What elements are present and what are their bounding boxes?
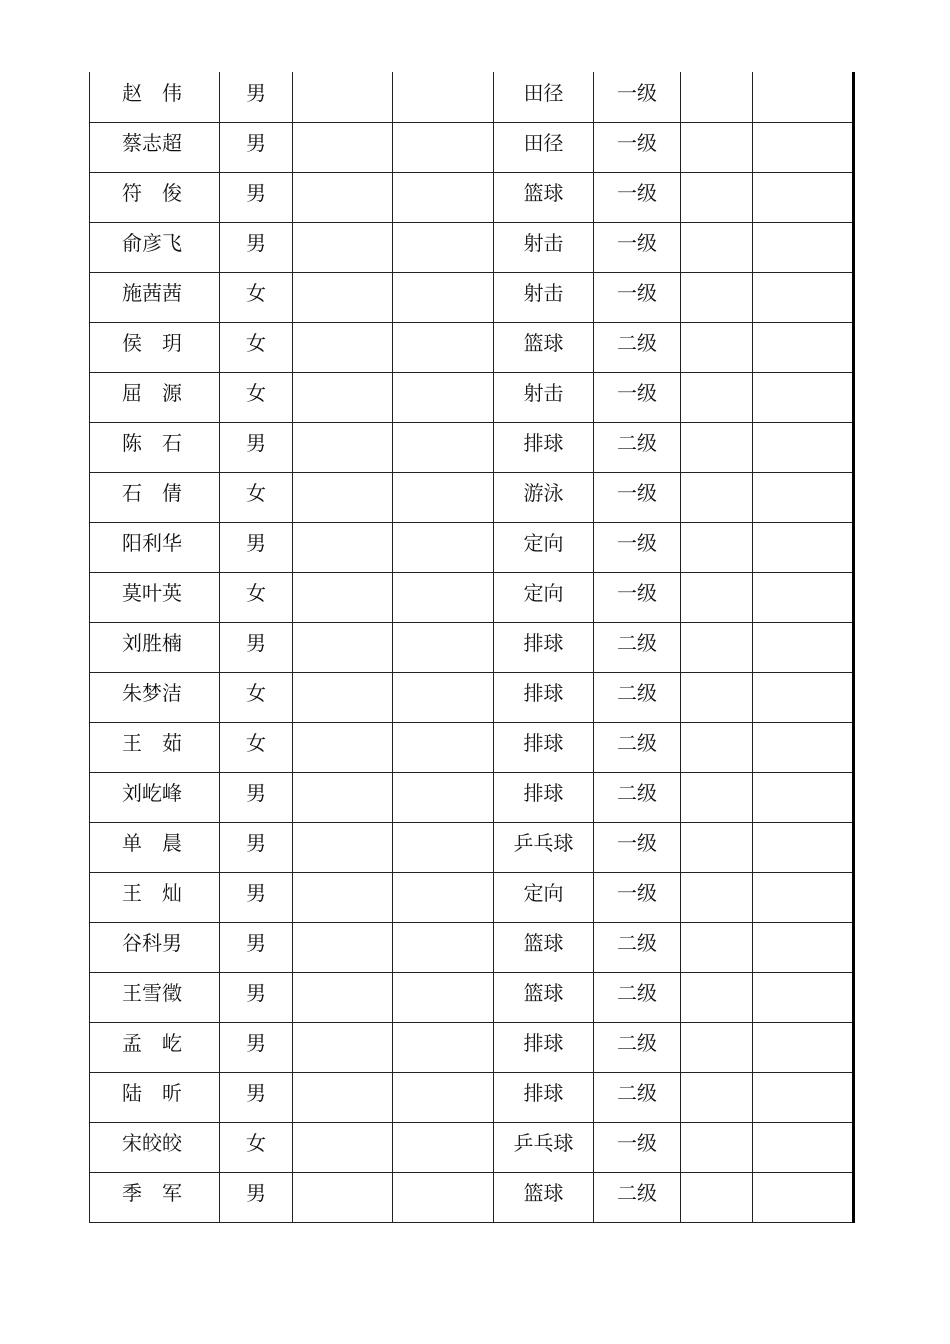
athlete-sport-cell: 排球 bbox=[494, 622, 594, 672]
blank-cell bbox=[393, 322, 494, 372]
blank-cell bbox=[681, 422, 753, 472]
athlete-name-cell: 符 俊 bbox=[90, 172, 220, 222]
blank-cell bbox=[681, 272, 753, 322]
athlete-gender-cell: 男 bbox=[220, 222, 293, 272]
blank-cell bbox=[753, 572, 854, 622]
table-row bbox=[90, 922, 854, 972]
blank-cell bbox=[681, 1022, 753, 1072]
athlete-gender-cell: 男 bbox=[220, 172, 293, 222]
blank-cell bbox=[393, 1122, 494, 1172]
blank-cell bbox=[681, 1172, 753, 1222]
blank-cell bbox=[681, 222, 753, 272]
blank-cell bbox=[393, 72, 494, 122]
athlete-level-cell: 二级 bbox=[594, 1072, 681, 1122]
table-row bbox=[90, 822, 854, 872]
athlete-sport-cell: 篮球 bbox=[494, 1172, 594, 1222]
blank-cell bbox=[753, 672, 854, 722]
blank-cell bbox=[293, 322, 393, 372]
athlete-name-cell: 莫叶英 bbox=[90, 572, 220, 622]
athlete-gender-cell: 男 bbox=[220, 1172, 293, 1222]
athlete-name-cell: 陆 昕 bbox=[90, 1072, 220, 1122]
athlete-name-cell: 俞彦飞 bbox=[90, 222, 220, 272]
blank-cell bbox=[293, 822, 393, 872]
athlete-level-cell: 二级 bbox=[594, 972, 681, 1022]
blank-cell bbox=[393, 822, 494, 872]
table-row bbox=[90, 572, 854, 622]
athlete-level-cell: 一级 bbox=[594, 172, 681, 222]
athlete-name-cell: 刘屹峰 bbox=[90, 772, 220, 822]
table-row bbox=[90, 1122, 854, 1172]
athlete-gender-cell: 女 bbox=[220, 272, 293, 322]
athlete-sport-cell: 排球 bbox=[494, 672, 594, 722]
athlete-gender-cell: 男 bbox=[220, 522, 293, 572]
athlete-name-cell: 施茜茜 bbox=[90, 272, 220, 322]
table-row bbox=[90, 372, 854, 422]
blank-cell bbox=[753, 322, 854, 372]
blank-cell bbox=[393, 522, 494, 572]
athlete-name-cell: 赵 伟 bbox=[90, 72, 220, 122]
athlete-gender-cell: 女 bbox=[220, 1122, 293, 1172]
blank-cell bbox=[293, 872, 393, 922]
blank-cell bbox=[753, 272, 854, 322]
blank-cell bbox=[393, 422, 494, 472]
blank-cell bbox=[293, 222, 393, 272]
blank-cell bbox=[293, 172, 393, 222]
athlete-level-cell: 二级 bbox=[594, 1172, 681, 1222]
athlete-gender-cell: 男 bbox=[220, 622, 293, 672]
athlete-level-cell: 一级 bbox=[594, 72, 681, 122]
table-row bbox=[90, 172, 854, 222]
blank-cell bbox=[753, 222, 854, 272]
blank-cell bbox=[293, 1022, 393, 1072]
table-row bbox=[90, 722, 854, 772]
table-row bbox=[90, 222, 854, 272]
blank-cell bbox=[681, 522, 753, 572]
blank-cell bbox=[293, 672, 393, 722]
athlete-gender-cell: 男 bbox=[220, 872, 293, 922]
blank-cell bbox=[753, 922, 854, 972]
blank-cell bbox=[753, 1172, 854, 1222]
blank-cell bbox=[681, 622, 753, 672]
athlete-level-cell: 一级 bbox=[594, 572, 681, 622]
athlete-sport-cell: 定向 bbox=[494, 872, 594, 922]
athlete-roster-table bbox=[89, 72, 855, 1223]
blank-cell bbox=[681, 922, 753, 972]
athlete-name-cell: 蔡志超 bbox=[90, 122, 220, 172]
athlete-name-cell: 刘胜楠 bbox=[90, 622, 220, 672]
athlete-gender-cell: 女 bbox=[220, 372, 293, 422]
athlete-level-cell: 二级 bbox=[594, 722, 681, 772]
blank-cell bbox=[681, 572, 753, 622]
athlete-gender-cell: 男 bbox=[220, 922, 293, 972]
blank-cell bbox=[293, 772, 393, 822]
blank-cell bbox=[393, 1072, 494, 1122]
athlete-roster-body bbox=[90, 72, 854, 1222]
blank-cell bbox=[393, 172, 494, 222]
blank-cell bbox=[293, 572, 393, 622]
athlete-sport-cell: 乒乓球 bbox=[494, 1122, 594, 1172]
table-row bbox=[90, 672, 854, 722]
table-row bbox=[90, 972, 854, 1022]
athlete-name-cell: 石 倩 bbox=[90, 472, 220, 522]
athlete-level-cell: 一级 bbox=[594, 822, 681, 872]
athlete-name-cell: 陈 石 bbox=[90, 422, 220, 472]
blank-cell bbox=[753, 372, 854, 422]
blank-cell bbox=[293, 272, 393, 322]
blank-cell bbox=[293, 722, 393, 772]
blank-cell bbox=[393, 122, 494, 172]
blank-cell bbox=[753, 1122, 854, 1172]
blank-cell bbox=[681, 372, 753, 422]
athlete-sport-cell: 篮球 bbox=[494, 922, 594, 972]
athlete-level-cell: 一级 bbox=[594, 272, 681, 322]
blank-cell bbox=[753, 72, 854, 122]
table-row bbox=[90, 272, 854, 322]
blank-cell bbox=[293, 122, 393, 172]
table-row bbox=[90, 322, 854, 372]
athlete-name-cell: 侯 玥 bbox=[90, 322, 220, 372]
blank-cell bbox=[681, 872, 753, 922]
blank-cell bbox=[393, 1172, 494, 1222]
athlete-name-cell: 王雪徵 bbox=[90, 972, 220, 1022]
athlete-level-cell: 二级 bbox=[594, 922, 681, 972]
athlete-sport-cell: 田径 bbox=[494, 72, 594, 122]
table-row bbox=[90, 1072, 854, 1122]
athlete-sport-cell: 射击 bbox=[494, 272, 594, 322]
blank-cell bbox=[753, 822, 854, 872]
blank-cell bbox=[393, 922, 494, 972]
blank-cell bbox=[681, 1122, 753, 1172]
table-row bbox=[90, 422, 854, 472]
blank-cell bbox=[753, 422, 854, 472]
blank-cell bbox=[393, 222, 494, 272]
athlete-level-cell: 二级 bbox=[594, 672, 681, 722]
table-row bbox=[90, 522, 854, 572]
table-row bbox=[90, 622, 854, 672]
athlete-sport-cell: 排球 bbox=[494, 1072, 594, 1122]
blank-cell bbox=[681, 822, 753, 872]
blank-cell bbox=[293, 1122, 393, 1172]
blank-cell bbox=[681, 122, 753, 172]
blank-cell bbox=[753, 472, 854, 522]
athlete-sport-cell: 定向 bbox=[494, 522, 594, 572]
athlete-level-cell: 一级 bbox=[594, 472, 681, 522]
blank-cell bbox=[393, 872, 494, 922]
athlete-gender-cell: 男 bbox=[220, 1022, 293, 1072]
athlete-gender-cell: 男 bbox=[220, 72, 293, 122]
athlete-sport-cell: 游泳 bbox=[494, 472, 594, 522]
table-row bbox=[90, 772, 854, 822]
table-row bbox=[90, 472, 854, 522]
blank-cell bbox=[753, 872, 854, 922]
blank-cell bbox=[293, 422, 393, 472]
blank-cell bbox=[393, 572, 494, 622]
athlete-level-cell: 二级 bbox=[594, 422, 681, 472]
blank-cell bbox=[393, 672, 494, 722]
blank-cell bbox=[753, 122, 854, 172]
athlete-name-cell: 朱梦洁 bbox=[90, 672, 220, 722]
table-row bbox=[90, 872, 854, 922]
athlete-level-cell: 二级 bbox=[594, 322, 681, 372]
blank-cell bbox=[753, 172, 854, 222]
athlete-name-cell: 单 晨 bbox=[90, 822, 220, 872]
blank-cell bbox=[753, 1022, 854, 1072]
blank-cell bbox=[293, 472, 393, 522]
athlete-level-cell: 二级 bbox=[594, 772, 681, 822]
athlete-gender-cell: 男 bbox=[220, 422, 293, 472]
athlete-gender-cell: 男 bbox=[220, 972, 293, 1022]
athlete-name-cell: 屈 源 bbox=[90, 372, 220, 422]
blank-cell bbox=[393, 972, 494, 1022]
blank-cell bbox=[681, 672, 753, 722]
athlete-sport-cell: 射击 bbox=[494, 372, 594, 422]
blank-cell bbox=[681, 472, 753, 522]
athlete-gender-cell: 男 bbox=[220, 772, 293, 822]
blank-cell bbox=[753, 772, 854, 822]
athlete-gender-cell: 男 bbox=[220, 1072, 293, 1122]
blank-cell bbox=[753, 972, 854, 1022]
athlete-level-cell: 一级 bbox=[594, 522, 681, 572]
table-row bbox=[90, 122, 854, 172]
athlete-name-cell: 阳利华 bbox=[90, 522, 220, 572]
athlete-sport-cell: 排球 bbox=[494, 772, 594, 822]
table-row bbox=[90, 1022, 854, 1072]
blank-cell bbox=[753, 722, 854, 772]
athlete-level-cell: 一级 bbox=[594, 1122, 681, 1172]
blank-cell bbox=[681, 72, 753, 122]
blank-cell bbox=[393, 372, 494, 422]
blank-cell bbox=[753, 522, 854, 572]
blank-cell bbox=[681, 322, 753, 372]
athlete-name-cell: 宋皎皎 bbox=[90, 1122, 220, 1172]
athlete-sport-cell: 排球 bbox=[494, 722, 594, 772]
blank-cell bbox=[293, 622, 393, 672]
athlete-sport-cell: 定向 bbox=[494, 572, 594, 622]
athlete-sport-cell: 田径 bbox=[494, 122, 594, 172]
athlete-level-cell: 二级 bbox=[594, 1022, 681, 1072]
athlete-sport-cell: 篮球 bbox=[494, 172, 594, 222]
blank-cell bbox=[681, 722, 753, 772]
athlete-gender-cell: 男 bbox=[220, 122, 293, 172]
athlete-sport-cell: 乒乓球 bbox=[494, 822, 594, 872]
athlete-name-cell: 王 茹 bbox=[90, 722, 220, 772]
blank-cell bbox=[293, 972, 393, 1022]
athlete-sport-cell: 篮球 bbox=[494, 322, 594, 372]
athlete-level-cell: 二级 bbox=[594, 622, 681, 672]
athlete-level-cell: 一级 bbox=[594, 122, 681, 172]
blank-cell bbox=[293, 1172, 393, 1222]
table-row bbox=[90, 72, 854, 122]
athlete-level-cell: 一级 bbox=[594, 222, 681, 272]
athlete-sport-cell: 排球 bbox=[494, 1022, 594, 1072]
athlete-gender-cell: 女 bbox=[220, 572, 293, 622]
athlete-gender-cell: 女 bbox=[220, 722, 293, 772]
athlete-gender-cell: 男 bbox=[220, 822, 293, 872]
athlete-level-cell: 一级 bbox=[594, 872, 681, 922]
athlete-name-cell: 季 军 bbox=[90, 1172, 220, 1222]
blank-cell bbox=[293, 72, 393, 122]
blank-cell bbox=[293, 372, 393, 422]
athlete-sport-cell: 排球 bbox=[494, 422, 594, 472]
athlete-gender-cell: 女 bbox=[220, 672, 293, 722]
athlete-gender-cell: 女 bbox=[220, 322, 293, 372]
blank-cell bbox=[681, 172, 753, 222]
blank-cell bbox=[753, 622, 854, 672]
athlete-gender-cell: 女 bbox=[220, 472, 293, 522]
blank-cell bbox=[681, 1072, 753, 1122]
athlete-level-cell: 一级 bbox=[594, 372, 681, 422]
blank-cell bbox=[393, 772, 494, 822]
athlete-sport-cell: 篮球 bbox=[494, 972, 594, 1022]
blank-cell bbox=[293, 922, 393, 972]
blank-cell bbox=[681, 972, 753, 1022]
athlete-name-cell: 谷科男 bbox=[90, 922, 220, 972]
blank-cell bbox=[393, 622, 494, 672]
blank-cell bbox=[393, 722, 494, 772]
blank-cell bbox=[293, 1072, 393, 1122]
blank-cell bbox=[293, 522, 393, 572]
table-row bbox=[90, 1172, 854, 1222]
blank-cell bbox=[681, 772, 753, 822]
blank-cell bbox=[393, 472, 494, 522]
athlete-name-cell: 王 灿 bbox=[90, 872, 220, 922]
blank-cell bbox=[753, 1072, 854, 1122]
athlete-sport-cell: 射击 bbox=[494, 222, 594, 272]
athlete-name-cell: 孟 屹 bbox=[90, 1022, 220, 1072]
blank-cell bbox=[393, 1022, 494, 1072]
blank-cell bbox=[393, 272, 494, 322]
